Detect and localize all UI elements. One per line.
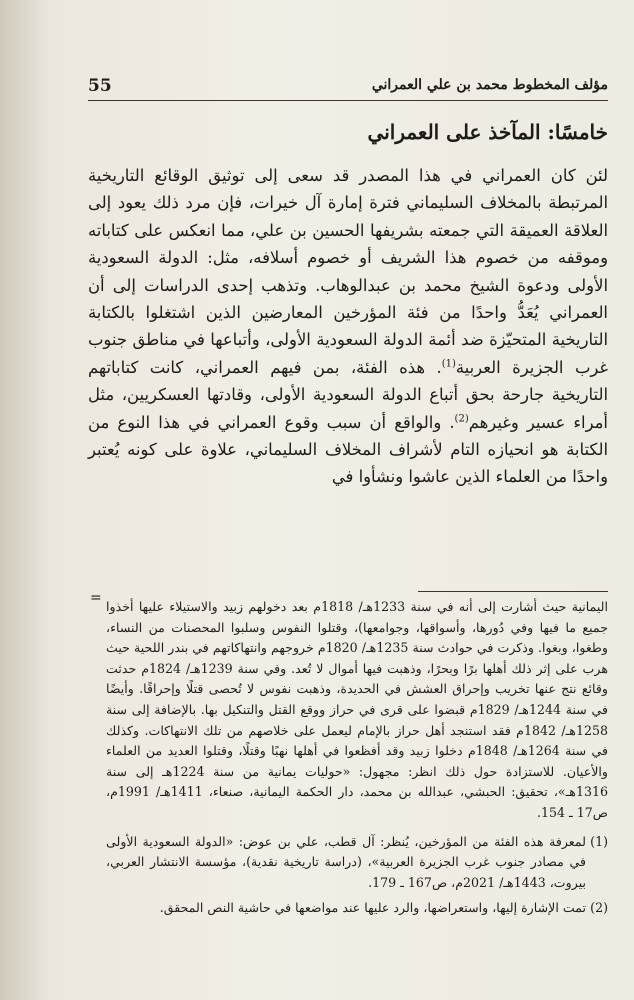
footnote-ref-2[interactable]: (2): [454, 413, 469, 425]
footnote-1: [106, 832, 608, 894]
footnotes: [106, 597, 608, 924]
footnote-separator: [418, 591, 608, 592]
paragraph-part-2: . هذه الفئة، بمن فيهم العمراني، كانت كتاباتهم التاريخية جارحة بحق أتباع الدولة السعودية الأولى، وقادتها العسكريين، مثل أمراء عسير وغيرهم: [88, 357, 608, 432]
footnote-text: لمعرفة هذه الفئة من المؤرخين، يُنظر: آل قطب، علي بن عوض: «الدولة السعودية الأولى في مصادر جنوب غرب الجزيرة العربية»، (دراسة تاريخية نقدية)، مؤسسة الانتشار العربي، بيروت، 1443هـ/ 2021م، ص167 ـ 179.: [106, 833, 586, 890]
continuation-marker: =: [90, 590, 102, 606]
main-text: [88, 118, 608, 491]
continued-footnote: اليمانية حيث أشارت إلى أنه في سنة 1233هـ/ 1818م بعد دخولهم زبيد والاستيلاء عليها أخذوا جميع ما فيها وفي دُورها، وأسواقها، وجوامعها)، وقتلوا النفوس وسلبوا المحصنات من النساء، وطغوا، وبغوا. وذكرت في حوادث سنة 1235هـ/ 1820م خروجهم وانتهاكاتهم في بندر اللحية حيث هرب على إثر ذلك أهلها برًا وبحرًا، وذهبت فيها أموال لا تُعد. وفي سنة 1239هـ/ 1824م حدثت وقائع نتج عنها تخريب وإحراق العشش في الحديدة، وذهبت نفوس لا تُحصى قتلًا وإحراقًا. وأيضًا في سنة 1244هـ/ 1829م قبضوا على قرى في حراز ووقع القتل والتنكيل بها. بالإضافة إلى سنة 1258هـ/ 1842م فقد استنجد أهل حراز بالإمام ليعمل على خلاصهم من تلك الانتهاكات. وكذلك في سنة 1264هـ/ 1848م دخلوا زبيد وقد أفظعوا في أهلها نهبًا وقتلًا، وقتلوا العديد من العلماء والأعيان. للاستزادة حول ذلك انظر: مجهول: «حوليات يمانية من سنة 1224هـ إلى سنة 1316هـ»، تحقيق: الحبشي، عبدالله بن محمد، دار الحكمة اليمانية، صنعاء، 1411هـ/ 1991م، ص17 ـ 154.: [106, 599, 609, 820]
footnote-ref-1[interactable]: (1): [441, 358, 456, 370]
footnote-2: [106, 898, 608, 919]
section-heading: خامسًا: المآخذ على العمراني: [367, 120, 608, 144]
page-number: 55: [88, 76, 112, 96]
footnote-number: (2): [590, 900, 608, 916]
paragraph-part-1: لئن كان العمراني في هذا المصدر قد سعى إلى توثيق الوقائع التاريخية المرتبطة بالمخلاف السليماني فترة إمارة آل خيرات، فإن مرد ذلك يعود إلى العلاقة العميقة التي جمعته بشريفها الحسين بن علي، مما انعكس على كتاباته وموقفه من خصوم هذا الشريف أو خصوم أسلافه، مثل: الدولة السعودية الأولى ودعوة الشيخ محمد بن عبدالوهاب. وتذهب إحدى الدراسات إلى أن العمراني يُعَدُّ واحدًا من فئة المؤرخين المعارضين الذين اشتغلوا بالكتابة التاريخية المتحيّزة ضد أئمة الدولة السعودية الأولى، وأتباعها في مناطق جنوب غرب الجزيرة العربية: [88, 166, 608, 377]
paragraph-part-3: . والواقع أن سبب وقوع العمراني في هذا النوع من الكتابة هو انحيازه التام لأشراف المخلاف السليماني، علاوة على كونه يُعتبر واحدًا من العلماء الذين عاشوا ونشأوا في: [88, 412, 608, 487]
running-title: مؤلف المخطوط محمد بن علي العمراني: [371, 77, 608, 93]
body-paragraph: [88, 162, 608, 491]
footnote-number: (1): [590, 833, 608, 849]
footnote-text: تمت الإشارة إليها، واستعراضها، والرد عليها عند مواضعها في حاشية النص المحقق.: [159, 900, 586, 916]
page-header: [88, 76, 608, 101]
